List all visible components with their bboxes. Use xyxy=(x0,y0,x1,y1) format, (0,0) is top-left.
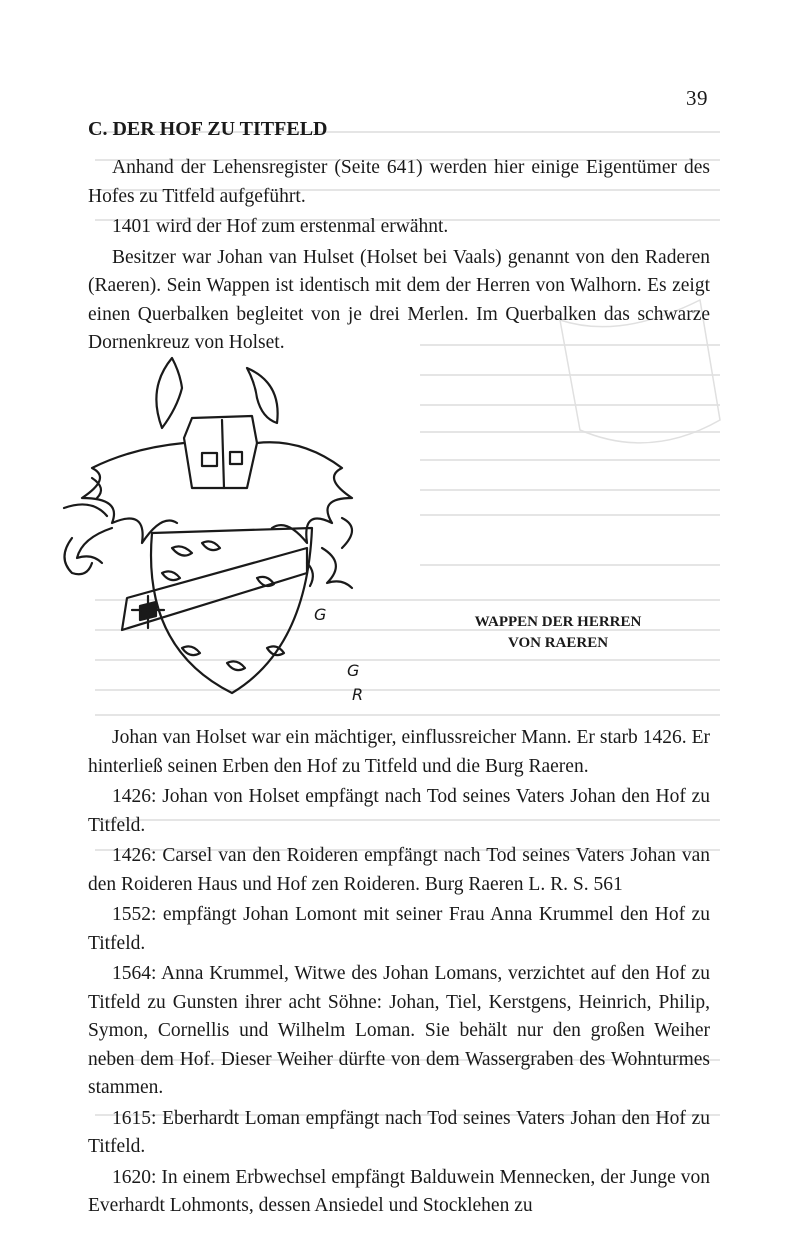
sketch-glyph: G xyxy=(314,605,327,624)
sketch-glyph: R xyxy=(352,685,364,704)
paragraph: 1615: Eberhardt Loman empfängt nach Tod seines Vaters Johan den Hof zu Titfeld. xyxy=(88,1107,710,1157)
paragraph: 1552: empfängt Johan Lomont mit seiner Frau Anna Krummel den Hof zu Titfeld. xyxy=(88,904,710,954)
figure-caption xyxy=(428,612,688,654)
paragraph: 1564: Anna Krummel, Witwe des Johan Lomans, verzichtet auf den Hof zu Titfeld zu Gunsten ihrer acht Söhne: Johan, Tiel, Kerstgens, Heinrich, Philip, Symon, Cornellis und Wilhelm Loman. Sie behält nur den großen Weiher neben dem Hof. Dieser Weiher dürfte von dem Wassergraben des Wohnturmes stammen. xyxy=(88,963,710,1098)
paragraph: 1426: Carsel van den Roideren empfängt nach Tod seines Vaters Johan van den Roideren Haus und Hof zen Roideren. Burg Raeren L. R. S. 561 xyxy=(88,845,710,895)
caption-line: VON RAEREN xyxy=(507,635,609,651)
coat-of-arms-sketch xyxy=(52,348,392,708)
paragraph: Besitzer war Johan van Hulset (Holset bei Vaals) genannt von den Raderen (Raeren). Sein Wappen ist identisch mit dem der Herren von Walhorn. Es zeigt einen Querbalken begleitet von je drei Merlen. Im Querbalken das schwarze Dornenkreuz von Holset. xyxy=(88,246,710,353)
paragraph: 1401 wird der Hof zum erstenmal erwähnt. xyxy=(112,216,449,237)
intro-text-block xyxy=(88,154,710,358)
sketch-glyph: G xyxy=(347,661,360,680)
paragraph: 1620: In einem Erbwechsel empfängt Balduwein Mennecken, der Junge von Everhardt Lohmonts, dessen Ansiedel und Stocklehen zu xyxy=(88,1166,710,1216)
page-number: 39 xyxy=(686,86,708,110)
paragraph: 1426: Johan von Holset empfängt nach Tod seines Vaters Johan den Hof zu Titfeld. xyxy=(88,786,710,836)
paragraph: Anhand der Lehensregister (Seite 641) werden hier einige Eigentümer des Hofes zu Titfeld aufgeführt. xyxy=(88,157,710,207)
caption-line: WAPPEN DER HERREN xyxy=(474,614,642,630)
paragraph: Johan van Holset war ein mächtiger, einflussreicher Mann. Er starb 1426. Er hinterließ seinen Erben den Hof zu Titfeld und die Burg Raeren. xyxy=(88,727,710,777)
history-text-block xyxy=(88,724,710,1221)
chapter-title: C. DER HOF ZU TITFELD xyxy=(88,118,328,140)
